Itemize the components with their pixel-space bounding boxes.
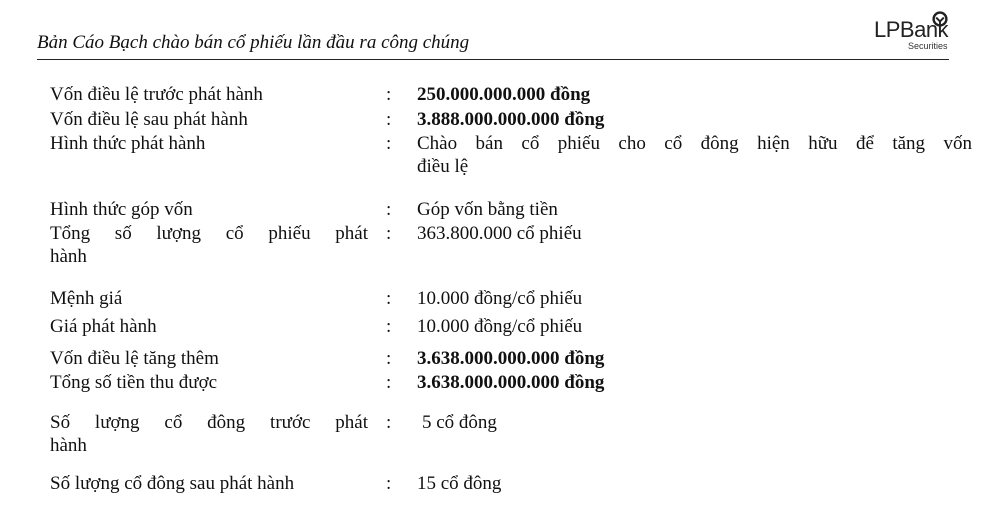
row-label: Hình thức phát hành (50, 133, 206, 154)
row-label: Số lượng cổ đông sau phát hành (50, 473, 295, 494)
document-title: Bản Cáo Bạch chào bán cổ phiếu lần đầu ra công chúng (37, 32, 470, 53)
row-value: 363.800.000 cổ phiếu (417, 223, 582, 244)
row-value: 250.000.000.000 đồng (417, 84, 591, 105)
row-colon: : (386, 372, 392, 393)
row-label: Giá phát hành (50, 316, 157, 337)
row-value-line-2: điều lệ (417, 156, 469, 177)
row-label: Mệnh giá (50, 288, 123, 309)
row-label: Vốn điều lệ tăng thêm (50, 348, 219, 369)
logo-brand-text: LPBank (874, 17, 949, 42)
row-value: 10.000 đồng/cổ phiếu (417, 316, 583, 337)
row-value: 3.638.000.000.000 đồng (417, 348, 605, 369)
lpbank-logo (868, 8, 952, 54)
row-label: Hình thức góp vốn (50, 199, 193, 220)
row-value: 3.638.000.000.000 đồng (417, 372, 605, 393)
row-label: Vốn điều lệ trước phát hành (50, 84, 263, 105)
row-colon: : (386, 223, 392, 244)
row-value: 10.000 đồng/cổ phiếu (417, 288, 583, 309)
lpbank-logo-mark-icon (931, 10, 949, 28)
row-colon: : (386, 288, 392, 309)
row-colon: : (386, 133, 392, 154)
row-label-line-1: Tổng số lượng cổ phiếu phát (50, 223, 368, 244)
row-colon: : (386, 199, 392, 220)
row-label-line-1: Số lượng cổ đông trước phát (50, 412, 368, 433)
row-colon: : (386, 316, 392, 337)
row-value-line-1: Chào bán cổ phiếu cho cổ đông hiện hữu để tăng vốn (417, 133, 972, 154)
row-label: Vốn điều lệ sau phát hành (50, 109, 248, 130)
row-label-line-2: hành (50, 246, 87, 267)
logo-sub-text: Securities (908, 41, 948, 51)
row-colon: : (386, 348, 392, 369)
header-divider (37, 59, 949, 60)
row-label-line-2: hành (50, 435, 87, 456)
row-value (417, 133, 972, 177)
row-value: 5 cổ đông (422, 412, 497, 433)
row-colon: : (386, 473, 392, 494)
row-colon: : (386, 412, 392, 433)
row-value: 3.888.000.000.000 đồng (417, 109, 605, 130)
row-colon: : (386, 84, 392, 105)
row-colon: : (386, 109, 392, 130)
row-label: Tổng số tiền thu được (50, 372, 218, 393)
page-header (0, 0, 982, 62)
row-value: 15 cổ đông (417, 473, 502, 494)
row-value: Góp vốn bằng tiền (417, 199, 558, 220)
